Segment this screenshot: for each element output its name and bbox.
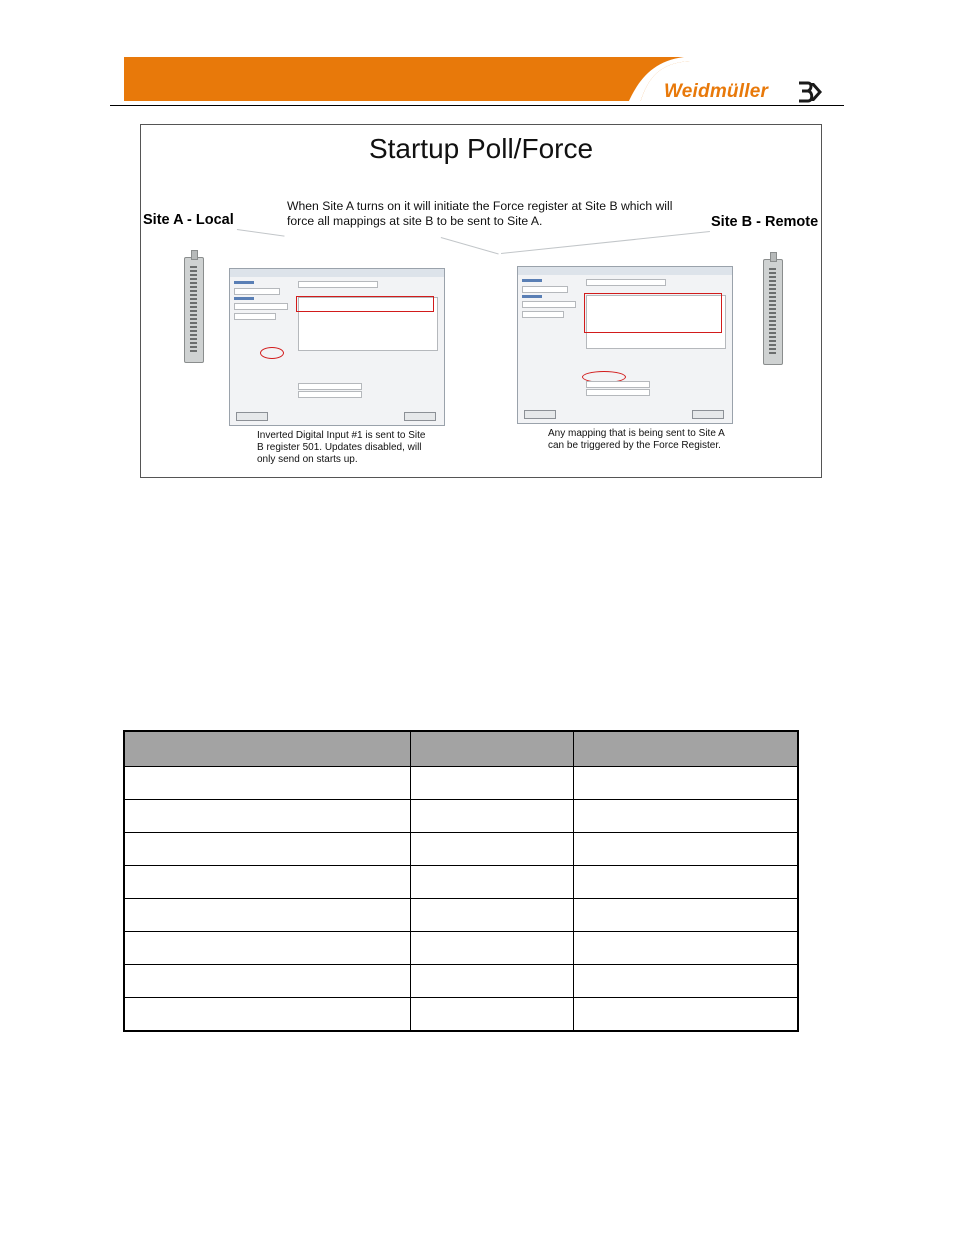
table-cell (124, 899, 410, 932)
site-b-device-icon (763, 259, 783, 365)
dialog-apply-button (236, 412, 268, 421)
highlight-rect (296, 296, 434, 312)
table-cell (124, 932, 410, 965)
table-row (124, 932, 798, 965)
table-header-row (124, 731, 798, 767)
table-cell (410, 767, 573, 800)
header-rule (110, 105, 844, 106)
dialog-apply-button (524, 410, 556, 419)
table-cell (410, 932, 573, 965)
table-cell (124, 866, 410, 899)
site-a-mapping-dialog (229, 268, 445, 426)
dialog-cancel-button (404, 412, 436, 421)
table-row (124, 998, 798, 1032)
table-header-cell (124, 731, 410, 767)
table-cell (124, 833, 410, 866)
table-cell (410, 899, 573, 932)
site-a-label: Site A - Local (143, 212, 234, 228)
site-b-mapping-dialog (517, 266, 733, 424)
table-cell (124, 965, 410, 998)
dialog-cancel-button (692, 410, 724, 419)
site-b-label: Site B - Remote (711, 214, 819, 230)
table-row (124, 965, 798, 998)
slide-figure (140, 124, 822, 478)
data-table (123, 730, 799, 1032)
table-cell (410, 998, 573, 1032)
table-cell (410, 800, 573, 833)
table-cell (573, 998, 798, 1032)
table-header-cell (410, 731, 573, 767)
table-cell (573, 899, 798, 932)
connector-line (501, 231, 710, 254)
table-cell (573, 932, 798, 965)
table-cell (124, 998, 410, 1032)
brand-logo-text: Weidmüller (664, 81, 769, 102)
site-b-caption: Any mapping that is being sent to Site A can be triggered by the Force Register. (548, 428, 725, 451)
table-cell (573, 965, 798, 998)
table-cell (410, 833, 573, 866)
highlight-oval (260, 347, 284, 359)
table-cell (410, 866, 573, 899)
dialog-title-bar (518, 267, 732, 275)
table-row (124, 899, 798, 932)
connector-line (237, 229, 285, 237)
table-row (124, 833, 798, 866)
table-cell (124, 767, 410, 800)
table-row (124, 767, 798, 800)
table-cell (573, 833, 798, 866)
slide-title: Startup Poll/Force (368, 133, 594, 164)
table-row (124, 866, 798, 899)
slide-description: When Site A turns on it will initiate the Force register at Site B which will force all mappings at site B to be sent to Site A. (287, 199, 673, 228)
site-a-caption: Inverted Digital Input #1 is sent to Site B register 501. Updates disabled, will only send on starts up. (257, 430, 426, 465)
table-cell (410, 965, 573, 998)
table-cell (573, 866, 798, 899)
table-cell (124, 800, 410, 833)
table-cell (573, 800, 798, 833)
table-row (124, 800, 798, 833)
brand-logo-icon (796, 80, 824, 104)
dialog-title-bar (230, 269, 444, 277)
table-cell (573, 767, 798, 800)
connector-line (441, 237, 499, 254)
site-a-device-icon (184, 257, 204, 363)
highlight-rect (584, 293, 722, 333)
table-header-cell (573, 731, 798, 767)
